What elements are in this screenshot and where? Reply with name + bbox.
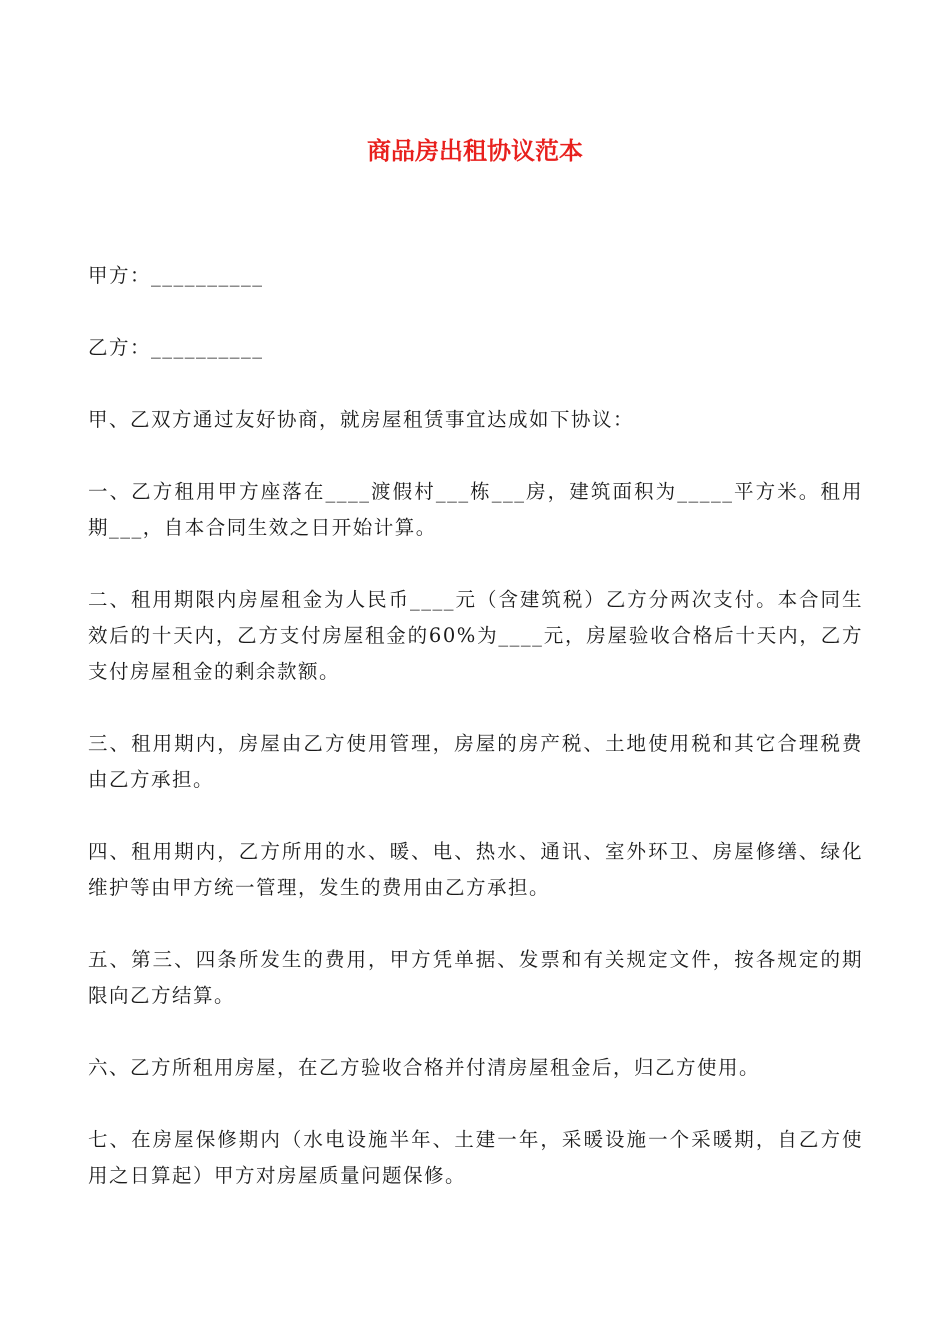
party-a-line: 甲方：__________ [88,264,264,287]
clause-3: 三、租用期内，房屋由乙方使用管理，房屋的房产税、土地使用税和其它合理税费由乙方承担。 [88,732,863,791]
clause-2: 二、租用期限内房屋租金为人民币____元（含建筑税）乙方分两次支付。本合同生效后的十天内，乙方支付房屋租金的60%为____元，房屋验收合格后十天内，乙方支付房屋租金的剩余款额。 [88,588,863,683]
document-title: 商品房出租协议范本 [367,137,583,165]
clause-1: 一、乙方租用甲方座落在____渡假村___栋___房，建筑面积为_____平方米。租用期___，自本合同生效之日开始计算。 [88,480,863,539]
party-b-line: 乙方：__________ [88,336,264,359]
clause-5: 五、第三、四条所发生的费用，甲方凭单据、发票和有关规定文件，按各规定的期限向乙方结算。 [88,948,863,1007]
intro-paragraph: 甲、乙双方通过友好协商，就房屋租赁事宜达成如下协议： [88,408,635,431]
clause-4: 四、租用期内，乙方所用的水、暖、电、热水、通讯、室外环卫、房屋修缮、绿化维护等由甲方统一管理，发生的费用由乙方承担。 [88,840,863,899]
clause-6: 六、乙方所租用房屋，在乙方验收合格并付清房屋租金后，归乙方使用。 [88,1056,761,1079]
clause-7: 七、在房屋保修期内（水电设施半年、土建一年，采暖设施一个采暖期，自乙方使用之日算起）甲方对房屋质量问题保修。 [88,1128,863,1187]
document-body [88,258,863,1230]
